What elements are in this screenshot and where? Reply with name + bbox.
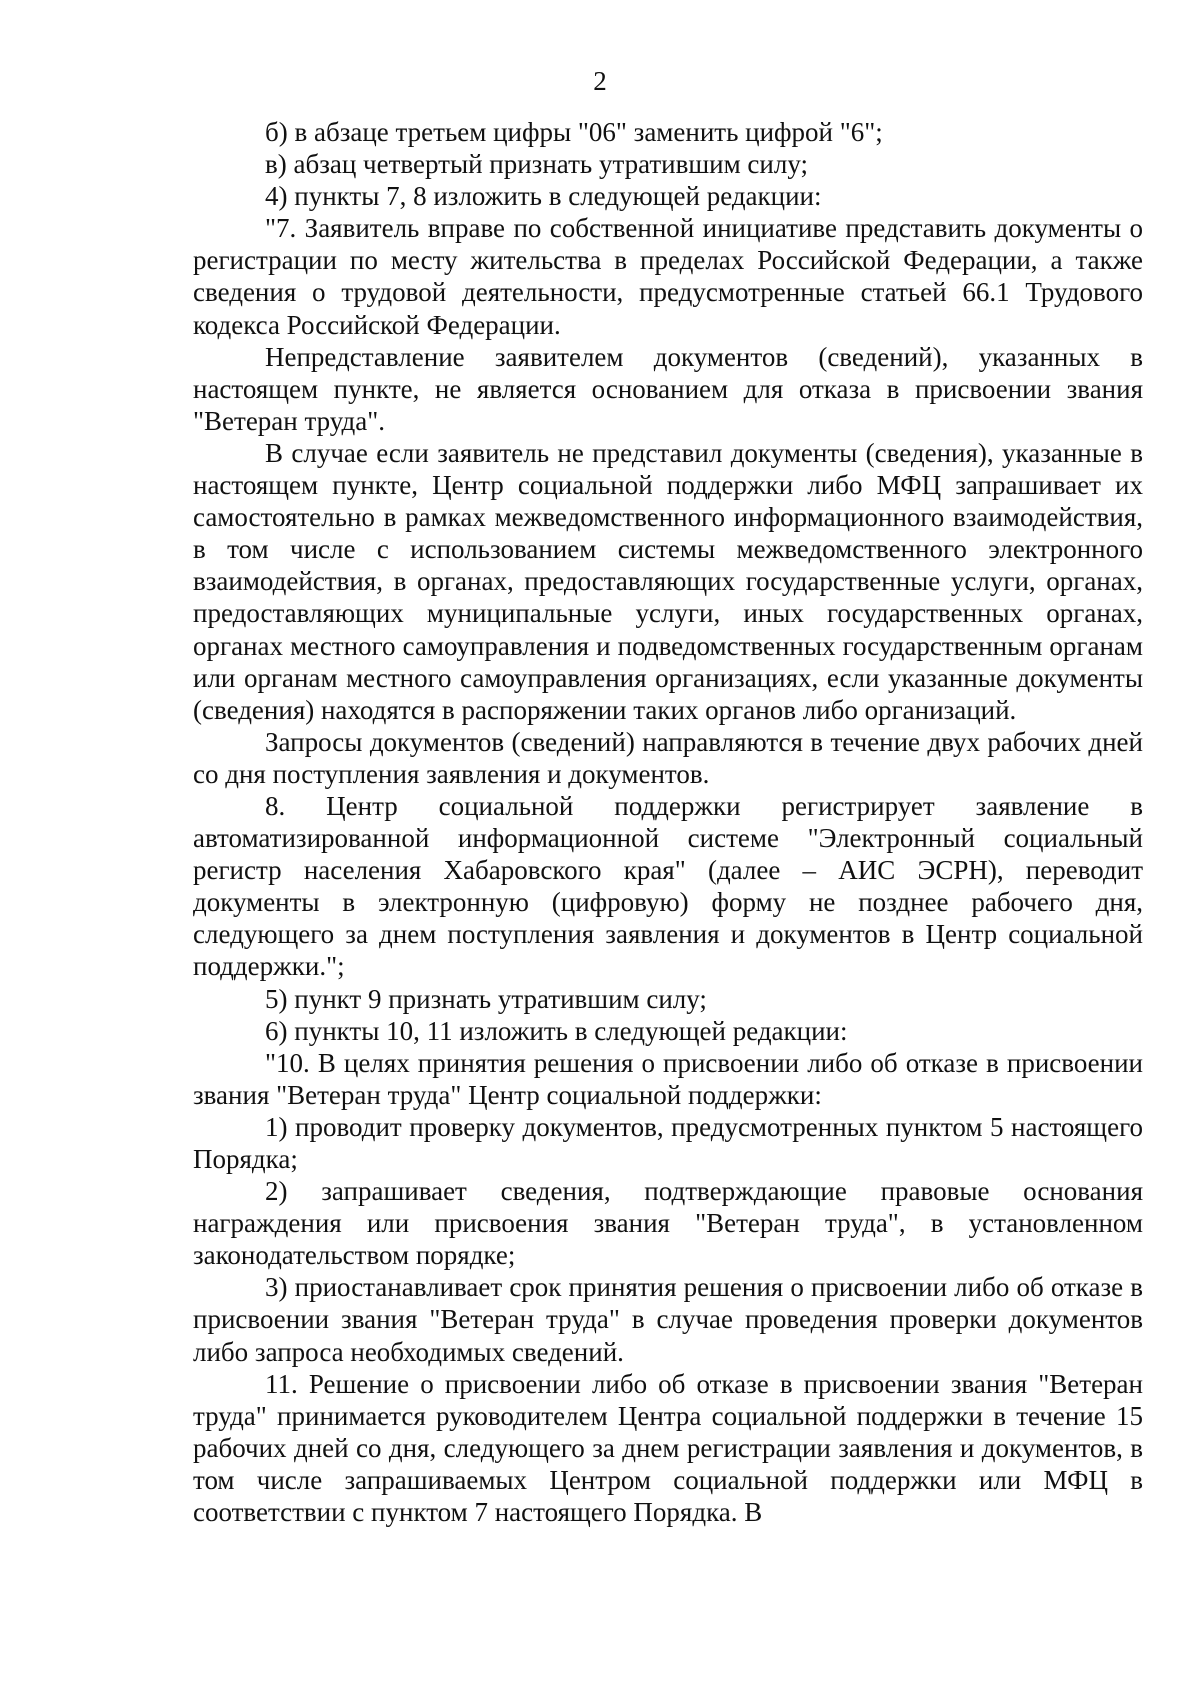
paragraph-request-deadline: Запросы документов (сведений) направляются в течение двух рабочих дней со дня поступления заявления и документов. [193,726,1143,789]
paragraph-clause-8: 8. Центр социальной поддержки регистрирует заявление в автоматизированной информационной системе "Электронный социальный регистр населения Хабаровского края" (далее – АИС ЭСРН), переводит документы в электронную (цифровую) форму не позднее рабочего дня, следующего за днем поступления заявления и документов в Центр социальной поддержки."; [193,790,1143,982]
paragraph-interagency-request: В случае если заявитель не представил документы (сведения), указанные в настоящем пункте, Центр социальной поддержки либо МФЦ запрашивает их самостоятельно в рамках межведомственного информационного взаимодействия, в том числе с использованием системы межведомственного электронного взаимодействия, в органах, предоставляющих государственные услуги, органах, предоставляющих муниципальные услуги, иных государственных органах, органах местного самоуправления и подведомственных государственным органам или органам местного самоуправления организациях, если указанные документы (сведения) находятся в распоряжении таких органов либо организаций. [193,437,1143,725]
paragraph-item-6: 6) пункты 10, 11 изложить в следующей редакции: [265,1015,848,1046]
paragraph-subitem-2: 2) запрашивает сведения, подтверждающие правовые основания награждения или присвоения звания "Ветеран труда", в установленном законодательством порядке; [193,1176,1143,1271]
paragraph-item-4: 4) пункты 7, 8 изложить в следующей редакции: [265,181,822,212]
paragraph-v-amendment: в) абзац четвертый признать утратившим силу; [265,149,808,180]
document-body [193,116,1143,1528]
paragraph-clause-10: "10. В целях принятия решения о присвоении либо об отказе в присвоении звания "Ветеран труда" Центр социальной поддержки: [193,1047,1143,1110]
paragraph-subitem-3: 3) приостанавливает срок принятия решения о присвоении либо об отказе в присвоении звания "Ветеран труда" в случае проведения проверки документов либо запроса необходимых сведений. [193,1272,1143,1367]
paragraph-non-submission: Непредставление заявителем документов (сведений), указанных в настоящем пункте, не является основанием для отказа в присвоении звания "Ветеран труда". [193,341,1143,436]
paragraph-subitem-1: 1) проводит проверку документов, предусмотренных пунктом 5 настоящего Порядка; [193,1111,1143,1174]
page-number: 2 [593,66,607,96]
paragraph-item-5: 5) пункт 9 признать утратившим силу; [265,983,707,1014]
paragraph-b-amendment: б) в абзаце третьем цифры "06" заменить цифрой "6"; [265,117,883,147]
paragraph-clause-7: "7. Заявитель вправе по собственной инициативе представить документы о регистрации по месту жительства в пределах Российской Федерации, а также сведения о трудовой деятельности, предусмотренные статьей 66.1 Трудового кодекса Российской Федерации. [193,213,1143,340]
paragraph-clause-11: 11. Решение о присвоении либо об отказе в присвоении звания "Ветеран труда" принимается руководителем Центра социальной поддержки в течение 15 рабочих дней со дня, следующего за днем регистрации заявления и документов, в том числе запрашиваемых Центром социальной поддержки или МФЦ в соответствии с пунктом 7 настоящего Порядка. В [193,1368,1143,1528]
